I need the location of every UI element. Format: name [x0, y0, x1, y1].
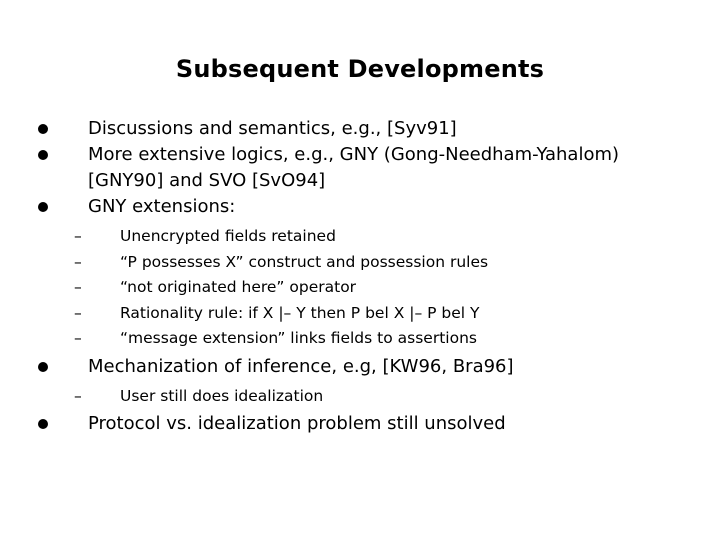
sub-item — [38, 224, 708, 250]
sub-item-text: “P possesses X” construct and possession rules — [120, 252, 489, 271]
bullet-dot-icon — [38, 150, 48, 160]
bullet-dot-icon — [38, 124, 48, 134]
bullet-text: Protocol vs. idealization problem still unsolved — [88, 413, 506, 434]
bullet-gny-extensions — [38, 194, 708, 220]
bullet-mechanization — [38, 354, 708, 380]
bullet-discussions — [38, 116, 708, 142]
sub-item-text: “not originated here” operator — [120, 278, 357, 296]
dash-marker: – — [74, 227, 82, 245]
gny-extensions-list — [38, 224, 708, 352]
bullet-text: GNY extensions: — [88, 196, 236, 217]
bullet-protocol-vs-idealization — [38, 411, 708, 437]
sub-item — [38, 384, 708, 410]
bullet-text: Discussions and semantics, e.g., [Syv91] — [88, 118, 457, 139]
dash-marker: – — [74, 329, 82, 347]
sub-item — [38, 250, 708, 276]
sub-item-text: “message extension” links fields to assertions — [120, 329, 477, 347]
bullet-dot-icon — [38, 362, 48, 372]
sub-item — [38, 275, 708, 301]
dash-marker: – — [74, 303, 82, 322]
sub-item-text: Unencrypted fields retained — [120, 227, 336, 245]
sub-item — [38, 326, 708, 352]
slide-content — [38, 116, 708, 437]
bullet-text: More extensive logics, e.g., GNY (Gong-Needham-Yahalom) — [88, 144, 620, 165]
bullet-dot-icon — [38, 202, 48, 212]
bullet-dot-icon — [38, 419, 48, 429]
sub-item-text: User still does idealization — [120, 386, 324, 405]
bullet-text: Mechanization of inference, e.g, [KW96, Bra96] — [88, 355, 514, 377]
mechanization-list — [38, 384, 708, 410]
sub-item-text: Rationality rule: if X |– Y then P bel X |– P bel Y — [120, 303, 480, 322]
dash-marker: – — [74, 252, 82, 271]
slide-title: Subsequent Developments — [175, 55, 545, 83]
dash-marker: – — [74, 386, 82, 405]
dash-marker: – — [74, 278, 82, 296]
bullet-extensive-logics — [38, 142, 708, 194]
bullet-text-continued: [GNY90] and SVO [SvO94] — [88, 170, 326, 191]
sub-item — [38, 301, 708, 327]
